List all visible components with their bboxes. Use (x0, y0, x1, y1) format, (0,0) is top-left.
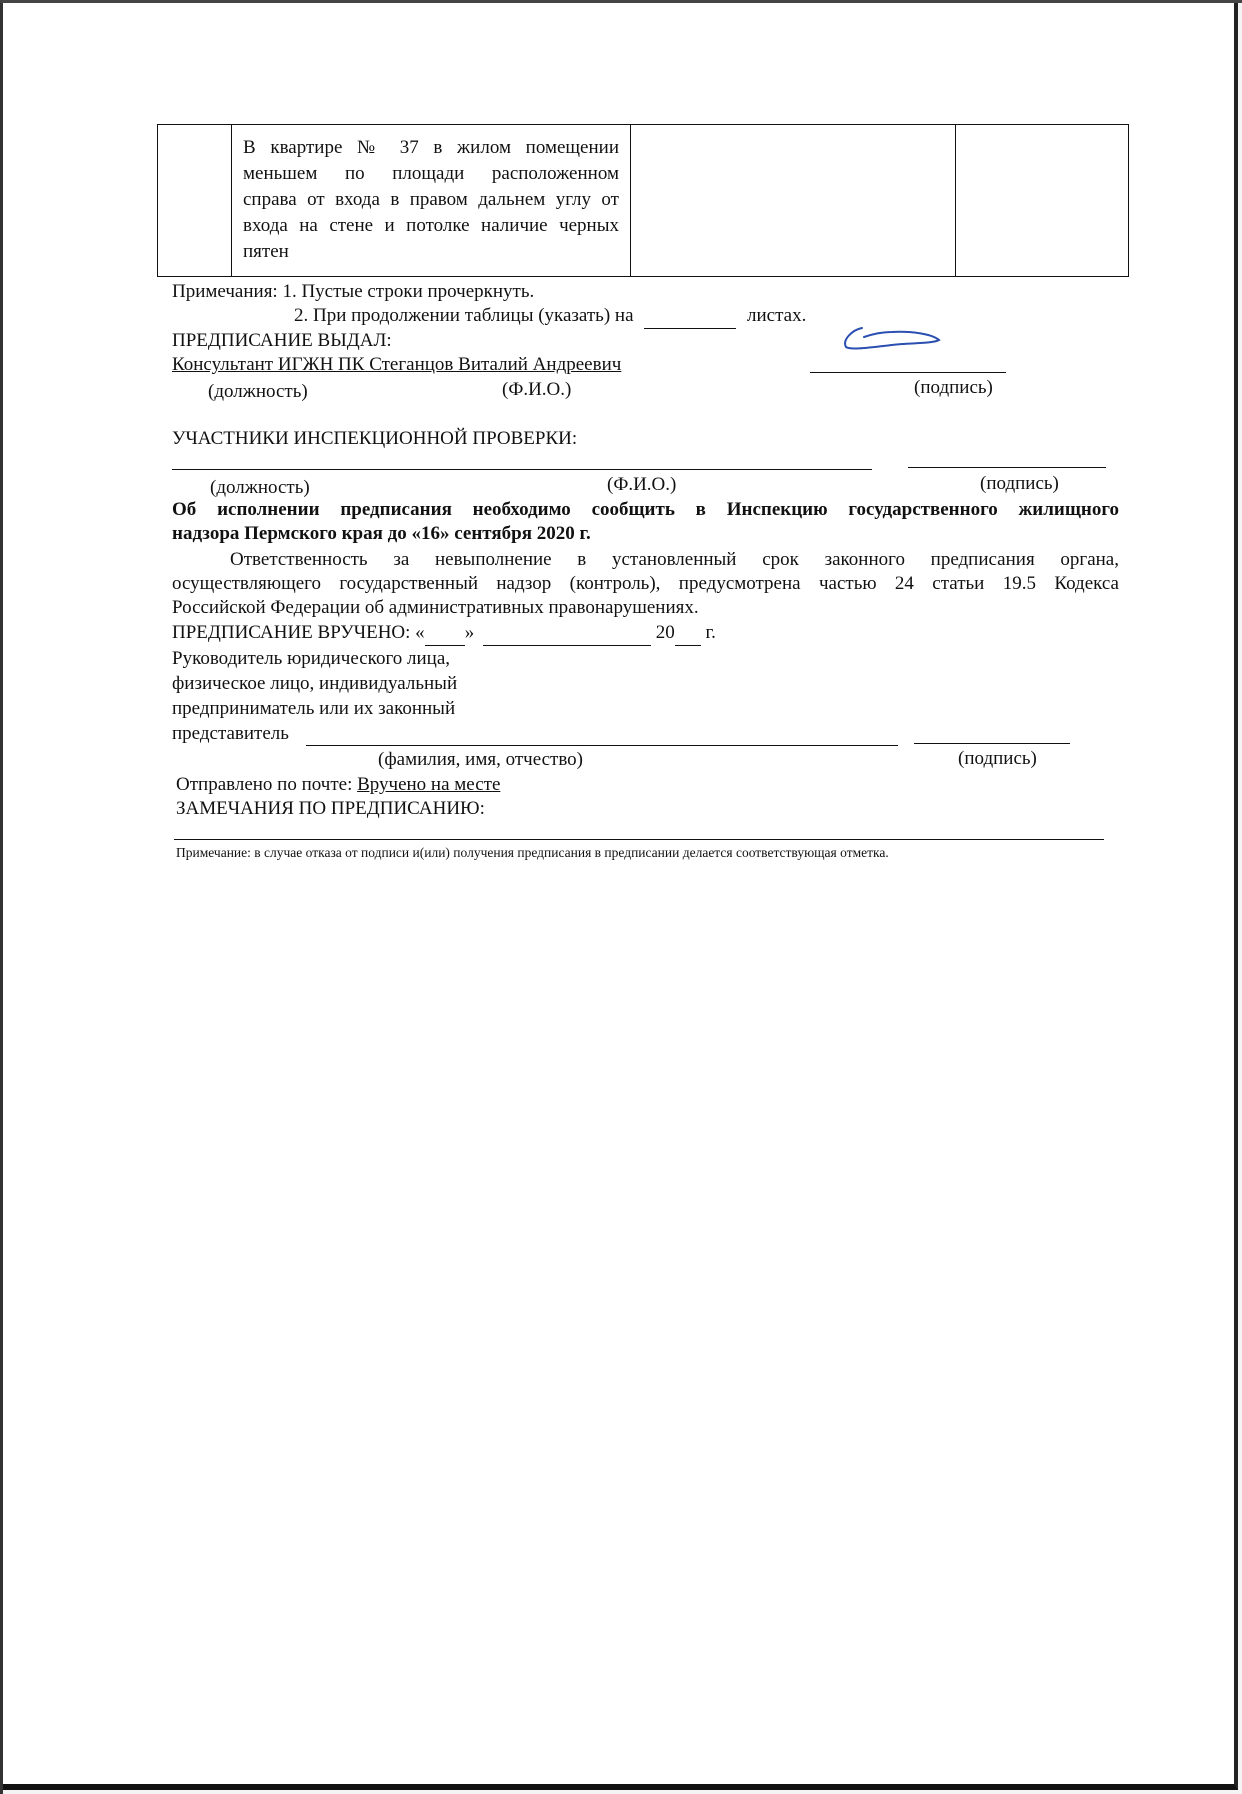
remarks-line (174, 839, 1104, 840)
label-fio: (Ф.И.О.) (502, 379, 572, 400)
table-col-number (158, 125, 232, 276)
responsibility-line: Российской Федерации об административных правонарушениях. (172, 597, 699, 618)
delivered-line (172, 621, 716, 646)
note-2-text: 2. При продолжении таблицы (указать) на (294, 305, 634, 326)
issuer-name: Консультант ИГЖН ПК Стеганцов Виталий Андреевич (172, 354, 622, 375)
description-line: меньшем по площади расположенном (243, 163, 619, 184)
participants-signature-line (908, 467, 1106, 468)
note-2-suffix: листах. (747, 305, 807, 326)
label-fio: (Ф.И.О.) (607, 474, 677, 495)
year-prefix: 20 (655, 622, 675, 643)
delivered-label: ПРЕДПИСАНИЕ ВРУЧЕНО: « (172, 622, 425, 643)
label-signature: (подпись) (980, 473, 1059, 494)
recipient-line: Руководитель юридического лица, (172, 648, 451, 669)
description-line: В квартире № 37 в жилом помещении (243, 137, 619, 158)
recipient-line: предприниматель или их законный (172, 698, 456, 719)
day-field (425, 621, 465, 646)
description-line: входа на стене и потолке наличие черных (243, 215, 619, 236)
responsibility-line: осуществляющего государственный надзор (контроль), предусмотрена частью 24 статьи 19.5 Кодекса (172, 573, 1119, 594)
responsibility-text (172, 572, 1119, 620)
recipient-line: физическое лицо, индивидуальный (172, 673, 458, 694)
label-position: (должность) (210, 477, 310, 498)
footnote: Примечание: в случае отказа от подписи и(или) получения предписания в предписании делается соответствующая отметка. (176, 845, 889, 860)
recipient-line: представитель (172, 723, 289, 744)
violations-table (157, 124, 1129, 277)
delivered-close-quote: » (464, 622, 475, 643)
participants-name-line (172, 469, 872, 470)
label-position: (должность) (208, 381, 308, 402)
participants-heading: УЧАСТНИКИ ИНСПЕКЦИОННОЙ ПРОВЕРКИ: (172, 428, 578, 449)
sent-label: Отправлено по почте: (176, 774, 353, 795)
month-field (483, 621, 651, 646)
year-suffix: г. (705, 622, 716, 643)
issuer-signature-line (810, 372, 1006, 373)
recipient-signature-line (914, 743, 1070, 744)
year-field (675, 621, 701, 646)
issuer-heading: ПРЕДПИСАНИЕ ВЫДАЛ: (172, 330, 392, 351)
label-full-name: (фамилия, имя, отчество) (378, 749, 584, 770)
responsibility-line: Ответственность за невыполнение в установленный срок законного предписания органа, (230, 549, 1119, 570)
sent-line (176, 773, 500, 797)
label-signature: (подпись) (958, 748, 1037, 769)
label-signature: (подпись) (914, 377, 993, 398)
scan-edge (0, 0, 1242, 3)
recipient-name-line (306, 745, 898, 746)
sheets-count-field (644, 304, 736, 329)
sent-value: Вручено на месте (357, 774, 501, 795)
deadline-line: надзора Пермского края до «16» сентября 2020 г. (172, 523, 591, 544)
signature-image (838, 320, 942, 354)
violation-description (243, 135, 619, 265)
note-1: Примечания: 1. Пустые строки прочеркнуть. (172, 281, 535, 302)
table-col-measures (631, 125, 956, 276)
deadline-text (172, 498, 1119, 546)
deadline-line: Об исполнении предписания необходимо сообщить в Инспекцию государственного жилищного (172, 499, 1119, 520)
description-line: пятен (243, 241, 289, 262)
description-line: справа от входа в правом дальнем углу от (243, 189, 619, 210)
responsibility-line-1-wrap (230, 548, 1119, 572)
remarks-heading: ЗАМЕЧАНИЯ ПО ПРЕДПИСАНИЮ: (176, 798, 485, 819)
note-2 (294, 304, 806, 329)
scan-edge (0, 0, 3, 1794)
